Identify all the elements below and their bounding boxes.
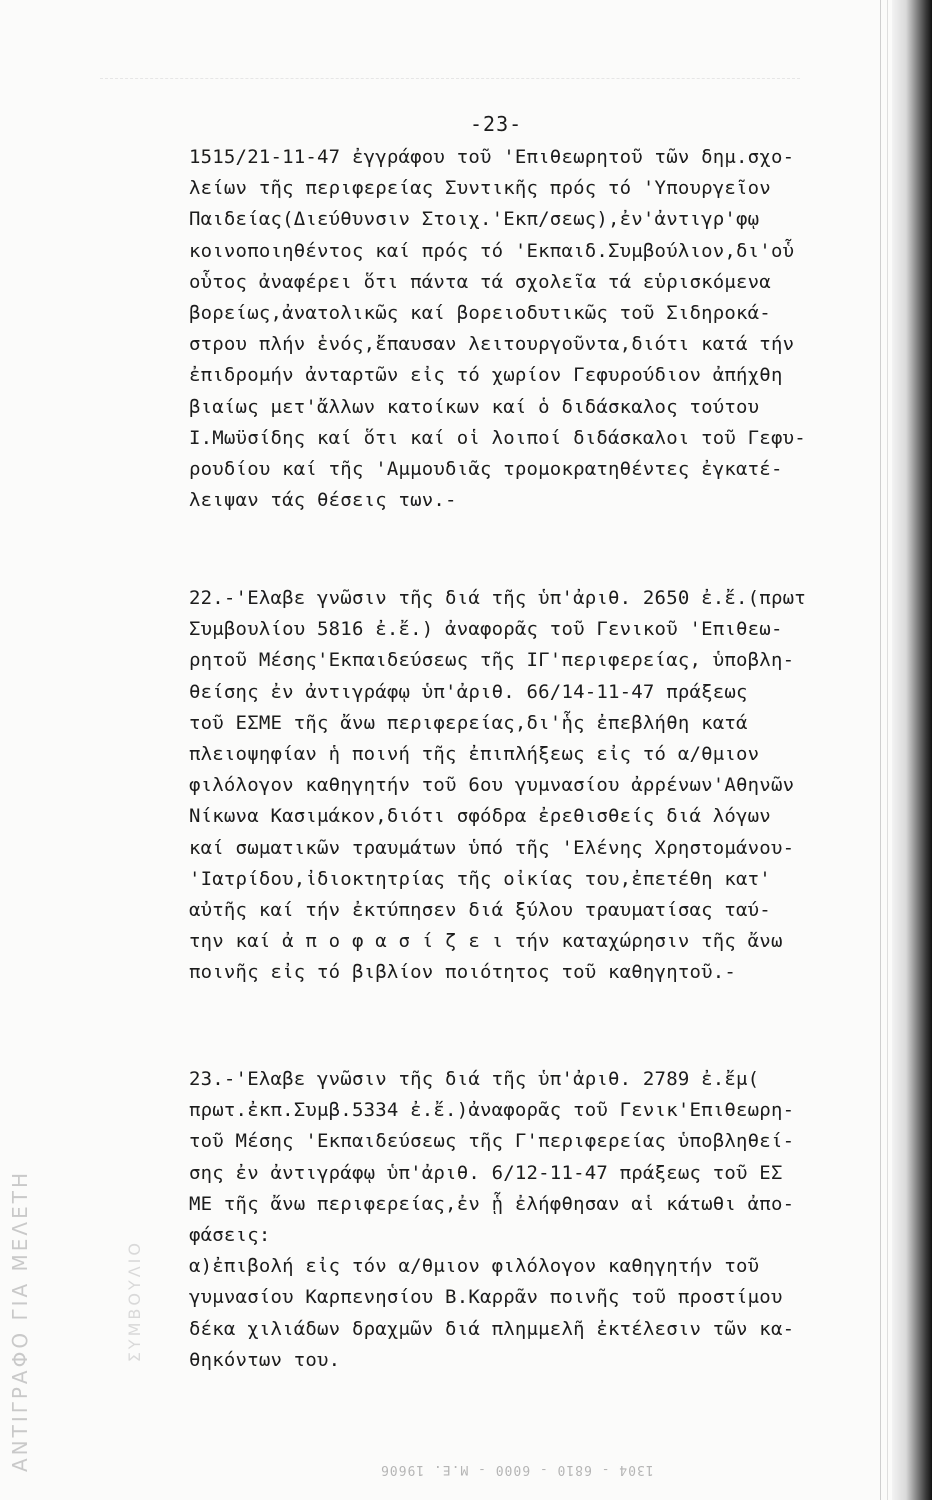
top-rule [100,78,800,79]
text-line: λείων τῆς περιφερείας Συντικῆς πρός τό 'Υπουργεῖον [189,177,771,200]
text-line: 'Ιατρίδου,ἰδιοκτητρίας τῆς οἰκίας του,ἐπετέθη κατ' [189,867,771,890]
text-line: βορείως,ἀνατολικῶς καί βορειοδυτικῶς τοῦ Σιδηροκά- [189,302,771,325]
text-line: φάσεις: [189,1224,271,1247]
text-line: στρου πλήν ἑνός,ἔπαυσαν λειτουργοῦντα,διότι κατά τήν [189,333,795,356]
text-line: θείσης ἐν ἀντιγράφῳ ὑπ'ἀριθ. 66/14-11-47 πράξεως [189,680,748,703]
paragraph-1 [189,142,889,516]
text-line: Ι.Μωϋσίδης καί ὅτι καί οἱ λοιποί διδάσκαλοι τοῦ Γεφυ- [189,426,806,449]
text-line: βιαίως μετ'ἄλλων κατοίκων καί ὁ διδάσκαλος τούτου [189,395,760,418]
text-line: πρωτ.ἐκπ.Συμβ.5334 ἐ.ἔ.)ἀναφορᾶς τοῦ Γενικ'Επιθεωρη- [189,1099,795,1122]
text-line: Νίκωνα Κασιμάκον,διότι σφόδρα ἐρεθισθείς διά λόγων [189,805,771,828]
text-line: τοῦ Μέσης 'Εκπαιδεύσεως τῆς Γ'περιφερείας ὑποβληθεί- [189,1130,795,1153]
text-line: τοῦ ΕΣΜΕ τῆς ἄνω περιφερείας,δι'ἧς ἐπεβλήθη κατά [189,711,748,734]
text-line: 23.-'Ελαβε γνῶσιν τῆς διά τῆς ὑπ'ἀριθ. 2789 ἐ.ἔμ( [189,1068,760,1090]
text-line: ἐπιδρομήν ἀνταρτῶν εἰς τό χωρίον Γεφυρούδιον ἀπήχθη [189,364,783,387]
text-line: θηκόντων του. [189,1348,341,1371]
text-line: 22.-'Ελαβε γνῶσιν τῆς διά τῆς ὑπ'ἀριθ. 2650 ἐ.ἔ.(πρωτ [189,587,806,609]
text-line: 1515/21-11-47 ἐγγράφου τοῦ 'Επιθεωρητοῦ τῶν δημ.σχο- [189,146,795,168]
text-line: κοινοποιηθέντος καί πρός τό 'Εκπαιδ.Συμβούλιον,δι'οὗ [189,239,795,262]
text-line: οὗτος ἀναφέρει ὅτι πάντα τά σχολεῖα τά εὑρισκόμενα [189,270,771,293]
text-line: την καί ἀ π ο φ α σ ί ζ ε ι τήν καταχώρησιν τῆς ἄνω [189,930,783,953]
text-line: ρητοῦ Μέσης'Εκπαιδεύσεως τῆς ΙΓ'περιφερείας, ὑποβλη- [189,649,795,672]
text-line: φιλόλογον καθηγητήν τοῦ 6ου γυμνασίου ἀρρένων'Αθηνῶν [189,774,795,797]
text-line: αὐτῆς καί τήν ἐκτύπησεν διά ξύλου τραυματίσας ταύ- [189,899,771,922]
left-margin-bleedthrough: ΑΝΤΙΓΡΑΦΟ ΓΙΑ ΜΕΛΕΤΗ [8,1170,32,1473]
text-line: α)ἐπιβολή εἰς τόν α/θμιον φιλόλογον καθηγητήν τοῦ [189,1255,760,1278]
book-binding-edge [892,0,932,1500]
text-line: Παιδείας(Διεύθυνσιν Στοιχ.'Εκπ/σεως),ἐν'ἀντιγρ'φῳ [189,208,760,231]
paragraph-23 [189,1064,889,1376]
text-line: δέκα χιλιάδων δραχμῶν διά πλημμελῆ ἐκτέλεσιν τῶν κα- [189,1317,795,1340]
text-line: λειψαν τάς θέσεις των.- [189,489,457,512]
text-line: καί σωματικῶν τραυμάτων ὑπό τῆς 'Ελένης Χρηστομάνου- [189,836,795,859]
text-line: ΜΕ τῆς ἄνω περιφερείας,ἐν ᾗ ἐλήφθησαν αἱ κάτωθι ἀπο- [189,1192,795,1215]
bottom-bleedthrough: 1304 - 6810 - 6000 - Μ.Ε. 19606 [380,1462,654,1477]
text-line: γυμνασίου Καρπενησίου Β.Καρρᾶν ποινῆς τοῦ προστίμου [189,1286,783,1309]
page-number: -23- [470,112,523,136]
text-line: Συμβουλίου 5816 ἐ.ἔ.) ἀναφορᾶς τοῦ Γενικοῦ 'Επιθεω- [189,618,783,641]
text-line: ποινῆς εἰς τό βιβλίον ποιότητος τοῦ καθηγητοῦ.- [189,961,737,984]
text-line: σης ἐν ἀντιγράφῳ ὑπ'ἀριθ. 6/12-11-47 πράξεως τοῦ ΕΣ [189,1161,783,1184]
text-line: ρουδίου καί τῆς 'Αμμουδιᾶς τρομοκρατηθέντες ἐγκατέ- [189,458,783,481]
left-margin-bleedthrough-2: ΣΥΜΒΟΥΛΙΟ [125,1240,144,1363]
paragraph-22 [189,583,889,989]
text-line: πλειοψηφίαν ἡ ποινή τῆς ἐπιπλήξεως εἰς τό α/θμιον [189,743,760,766]
